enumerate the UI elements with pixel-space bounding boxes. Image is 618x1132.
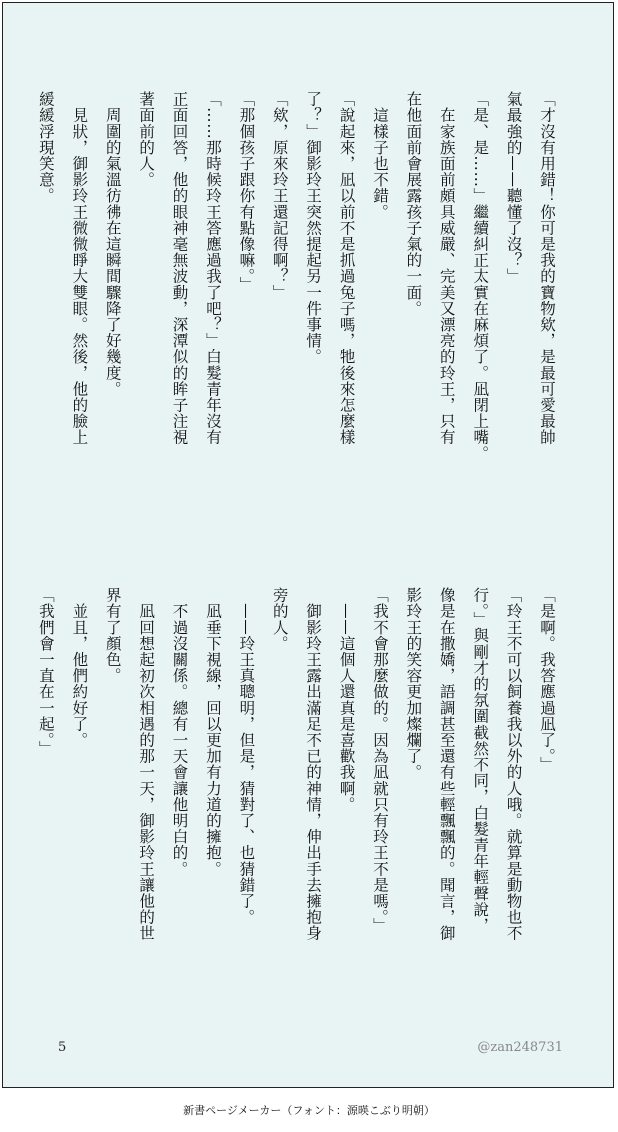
generator-footer: 新書ページメーカー（フォント：源暎こぶり明朝） [183,1104,435,1117]
book-page [2,2,614,1088]
text-block-bottom: 「是啊。我答應過凪了。」 「玲王不可以飼養我以外的人哦。就算是動物也不 行。」與剛才的氛圍截然不同，白髮青年輕聲說， 像是在撒嬌，語調甚至還有些輕飄飄的。聞言，御 影玲王的笑容更加燦爛了。 「我不會那麼做的。因為凪就只有玲王不是嗎。」 ——這個人還真是喜歡我啊。 御影玲王露出滿足不已的神情，伸出手去擁抱身 旁的人。 ——玲王真聰明，但是，猜對了、也猜錯了。 凪垂下視線，回以更加有力道的擁抱。 不過沒關係。總有一天會讓他明白的。 凪回想起初次相遇的那一天，御影玲王讓他的世 界有了顏色。 並且，他們約好了。 「我們會一直在一起。」 [36,587,556,942]
author-credit: @zan248731 [477,1040,563,1055]
page-number: 5 [58,1040,67,1055]
text-block-top: 「才沒有用錯！你可是我的寶物欸，是最可愛最帥 氣最強的——聽懂了沒？」 「是、是……」繼續糾正太實在麻煩了。凪閉上嘴。 在家族面前頗具威嚴、完美又漂亮的玲王，只有 在他面前會展露孩子氣的一面。 這樣子也不錯。 「說起來，凪以前不是抓過兔子嗎，牠後來怎麼樣 了？」御影玲王突然提起另一件事情。 「欸，原來玲王還記得啊？」 「那個孩子跟你有點像嘛。」 「……那時候玲王答應過我了吧？」白髮青年沒有 正面回答，他的眼神毫無波動，深潭似的眸子注視 著面前的人。 周圍的氣溫彷彿在這瞬間驟降了好幾度。 見狀，御影玲王微微睜大雙眼。然後，他的臉上 緩緩浮現笑意。 [36,91,556,462]
